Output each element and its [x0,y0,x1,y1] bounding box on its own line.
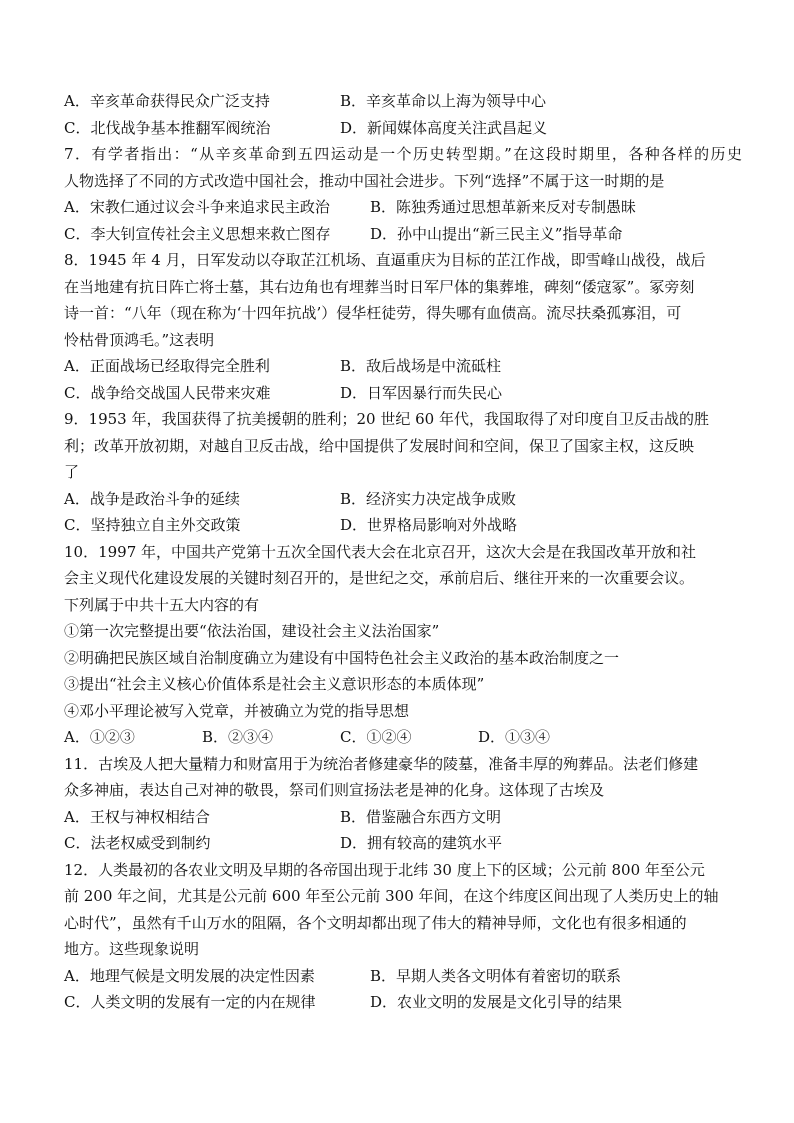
q7-stem-line-1: 7．有学者指出：“从辛亥革命到五四运动是一个历史转型期。”在这段时期里，各种各样的历史 [64,145,742,163]
q10-options-row [64,724,742,751]
q10-option-c[interactable]: C．①②④ [340,728,412,746]
q9-options-row-2 [64,512,742,539]
q12-stem-line-2: 前 200 年之间，尤其是公元前 600 年至公元前 300 年间，在这个纬度区间出现了人类历史上的轴 [64,887,719,905]
q9-stem-line-2: 利；改革开放初期，对越自卫反击战，给中国提供了发展时间和空间，保卫了国家主权，这反映 [64,436,695,455]
q8-option-d[interactable]: D．日军因暴行而失民心 [340,383,503,402]
q12-stem-line-1: 12．人类最初的各农业文明及早期的各帝国出现于北纬 30 度上下的区域；公元前 800 年至公元 [64,860,705,879]
q8-option-c[interactable]: C．战争给交战国人民带来灾难 [64,383,271,402]
question-10 [64,539,742,751]
q10-stem-line-1: 10．1997 年，中国共产党第十五次全国代表大会在北京召开，这次大会是在我国改革开放和社 [64,542,697,561]
q9-option-d[interactable]: D．世界格局影响对外战略 [340,516,518,534]
q11-stem-line-1: 11．古埃及人把大量精力和财富用于为统治者修建豪华的陵墓，准备丰厚的殉葬品。法老们修建 [64,754,699,773]
exam-page [64,88,742,1016]
q11-option-b[interactable]: B．借鉴融合东西方文明 [340,807,502,826]
q12-option-c[interactable]: C．人类文明的发展有一定的内在规律 [64,993,316,1011]
question-9 [64,406,742,539]
q7-options-row-2 [64,221,742,248]
q6-options-row-2 [64,115,742,142]
q12-option-d[interactable]: D．农业文明的发展是文化引导的结果 [370,993,623,1011]
q10-statement-1: ①第一次完整提出要“依法治国，建设社会主义法治国家” [64,622,440,640]
q9-option-c[interactable]: C．坚持独立自主外交政策 [64,516,241,534]
q11-option-a[interactable]: A．王权与神权相结合 [64,807,210,826]
q8-option-b[interactable]: B．敌后战场是中流砥柱 [340,357,502,375]
q6-option-a[interactable]: A．辛亥革命获得民众广泛支持 [64,92,270,110]
q12-option-b[interactable]: B．早期人类各文明体有着密切的联系 [370,966,622,985]
q10-statement-2: ②明确把民族区域自治制度确立为建设有中国特色社会主义政治的基本政治制度之一 [64,648,620,667]
q11-options-row-2 [64,830,742,857]
q8-stem-line-1: 8．1945 年 4 月，日军发动以夺取芷江机场、直逼重庆为目标的芷江作战，即雪峰山战役，战后 [64,251,706,269]
q9-option-a[interactable]: A．战争是政治斗争的延续 [64,489,240,508]
q6-options-row-1 [64,88,742,115]
q6-option-c[interactable]: C．北伐战争基本推翻军阀统治 [64,118,271,137]
question-12 [64,857,742,1016]
q9-option-b[interactable]: B．经济实力决定战争成败 [340,489,517,508]
q12-option-a[interactable]: A．地理气候是文明发展的决定性因素 [64,966,315,985]
q10-stem-line-2: 会主义现代化建设发展的关键时刻召开的，是世纪之交，承前启后、继往开来的一次重要会议。 [64,569,695,587]
q10-statement-3: ③提出“社会主义核心价值体系是社会主义意识形态的本质体现” [64,675,485,693]
q11-option-c[interactable]: C．法老权威受到制约 [64,834,211,852]
q7-option-b[interactable]: B．陈独秀通过思想革新来反对专制愚昧 [370,198,637,216]
q8-stem-line-2: 在当地建有抗日阵亡将士墓，其右边角也有埋葬当时日军尸体的集葬堆，碑刻“倭寇冢”。冢旁刻 [64,277,695,296]
q11-option-d[interactable]: D．拥有较高的建筑水平 [340,834,503,852]
q7-option-d[interactable]: D．孙中山提出“新三民主义”指导革命 [370,224,623,243]
q7-stem-line-2: 人物选择了不同的方式改造中国社会，推动中国社会进步。下列“选择”不属于这一时期的是 [64,171,665,190]
q12-options-row-1 [64,963,742,990]
q8-option-a[interactable]: A．正面战场已经取得完全胜利 [64,357,270,375]
q11-options-row-1 [64,804,742,831]
q8-options-row-2 [64,380,742,407]
question-8 [64,247,742,406]
q10-stem-line-3: 下列属于中共十五大内容的有 [64,595,260,614]
question-11 [64,751,742,857]
q8-stem-line-3: 诗一首：“八年（现在称为‘十四年抗战’）侵华枉徒劳，得失哪有血债高。流尽扶桑孤寡泪，可 [64,304,682,322]
q12-stem-line-4: 地方。这些现象说明 [64,940,200,958]
q9-stem-line-1: 9．1953 年，我国获得了抗美援朝的胜利；20 世纪 60 年代，我国取得了对印度自卫反击战的胜 [64,410,709,428]
q8-stem-line-4: 怜枯骨顶鸿毛。”这表明 [64,330,215,349]
q7-option-a[interactable]: A．宋教仁通过议会斗争来追求民主政治 [64,198,330,216]
q7-options-row-1 [64,194,742,221]
q9-options-row-1 [64,486,742,513]
q11-stem-line-2: 众多神庙，表达自己对神的敬畏，祭司们则宣扬法老是神的化身。这体现了古埃及 [64,781,605,799]
q10-option-d[interactable]: D．①③④ [478,728,551,746]
q12-stem-line-3: 心时代”，虽然有千山万水的阻隔，各个文明却都出现了伟大的精神导师，文化也有很多相通的 [64,913,687,932]
q12-options-row-2 [64,989,742,1016]
q7-option-c[interactable]: C．李大钊宣传社会主义思想来救亡图存 [64,224,331,243]
q6-option-b[interactable]: B．辛亥革命以上海为领导中心 [340,92,547,110]
q6-option-d[interactable]: D．新闻媒体高度关注武昌起义 [340,118,548,137]
question-7 [64,141,742,247]
q8-options-row-1 [64,353,742,380]
q9-stem-line-3: 了 [64,463,80,481]
q10-statement-4: ④邓小平理论被写入党章，并被确立为党的指导思想 [64,701,410,720]
q10-option-a[interactable]: A．①②③ [64,728,135,746]
q10-option-b[interactable]: B．②③④ [202,728,274,746]
